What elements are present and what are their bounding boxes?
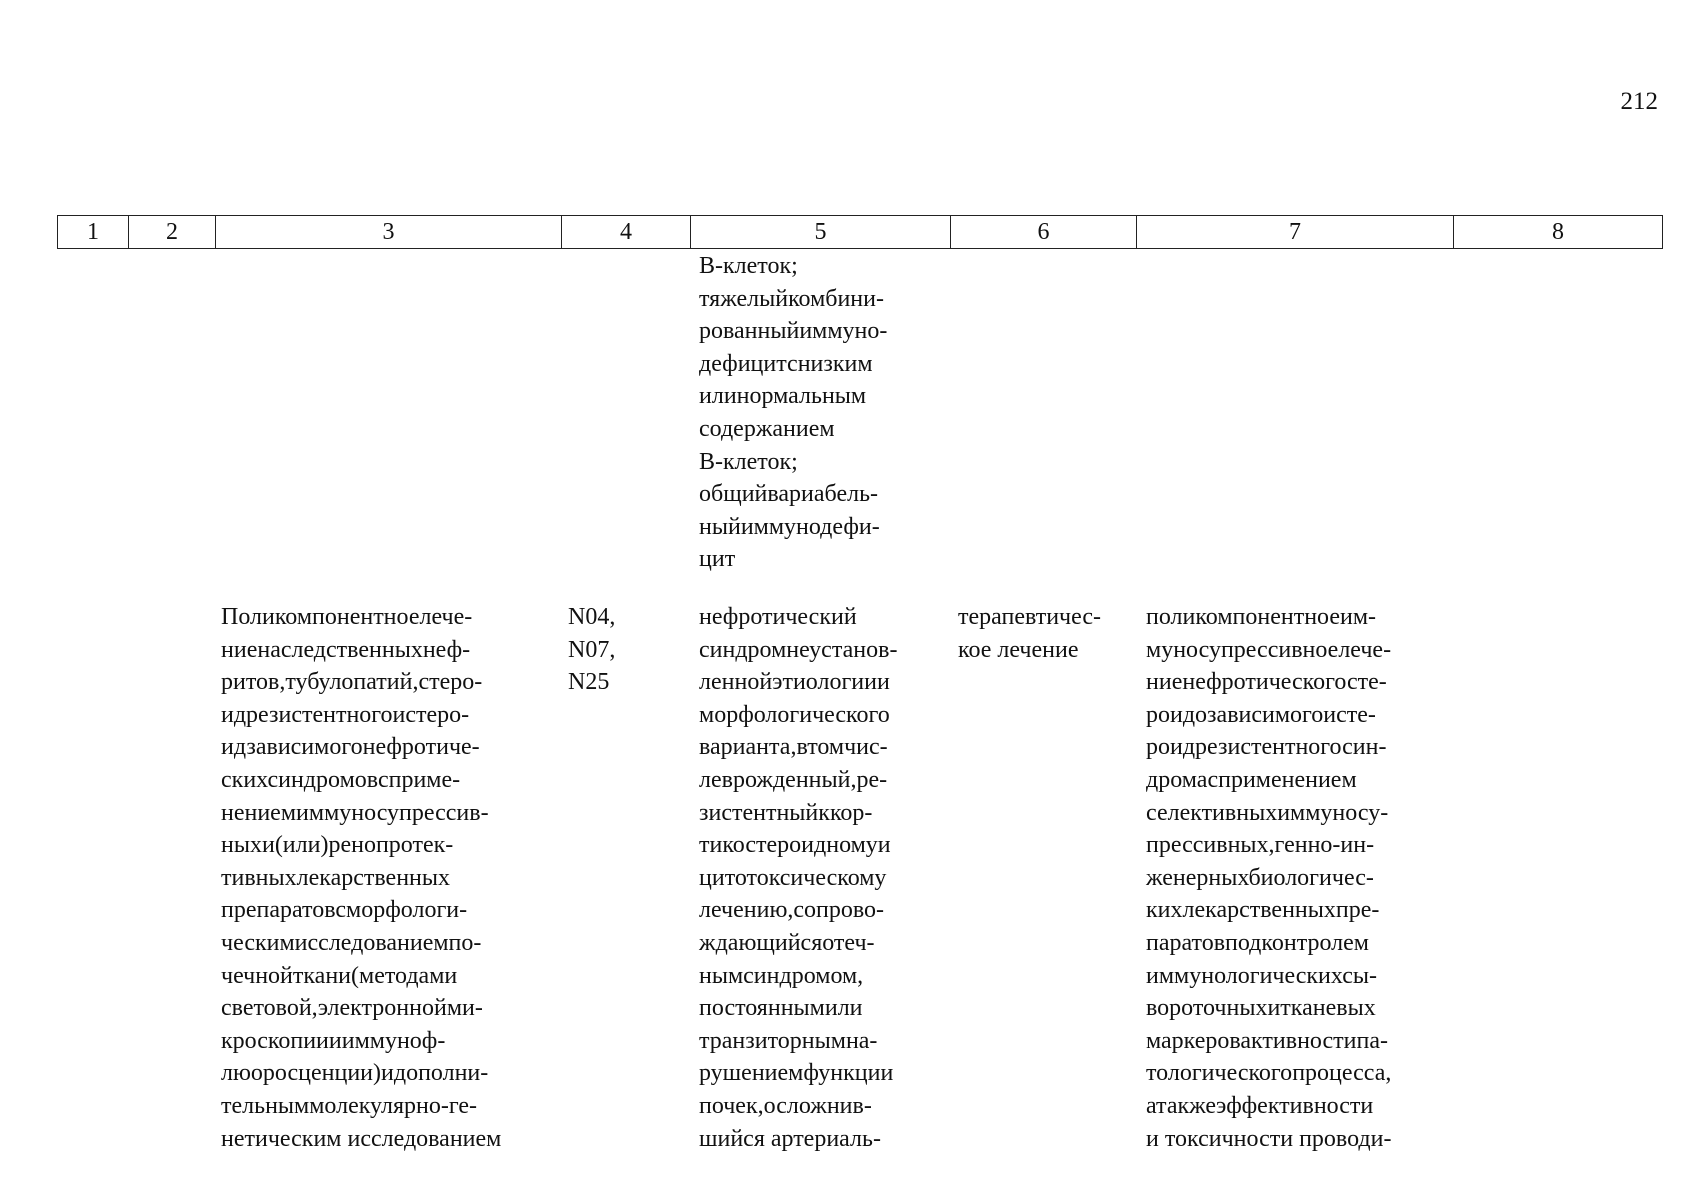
text-line: В-клеток; bbox=[699, 253, 798, 279]
text-line: лечению,сопрово- bbox=[699, 897, 885, 924]
text-line: нымсиндромом, bbox=[699, 962, 864, 989]
text-line: селективныхиммуносу- bbox=[1146, 799, 1389, 826]
column-number-6: 6 bbox=[951, 216, 1137, 249]
text-line: прессивных,генно-ин- bbox=[1146, 832, 1375, 859]
text-line: чечнойткани(методами bbox=[221, 962, 458, 989]
text-line: зистентныйккор- bbox=[699, 799, 873, 826]
row-column-6-treatment-type bbox=[958, 601, 1138, 666]
text-line: цит bbox=[699, 546, 736, 573]
text-line: поликомпонентноеим- bbox=[1146, 604, 1377, 630]
text-line: ныхи(или)ренопротек- bbox=[221, 832, 454, 859]
text-line: леннойэтиологиии bbox=[699, 669, 890, 696]
text-line: вороточныхитканевых bbox=[1146, 995, 1376, 1022]
text-line: кое лечение bbox=[958, 636, 1079, 663]
text-line: содержанием bbox=[699, 415, 835, 442]
text-line: варианта,втомчис- bbox=[699, 734, 888, 761]
text-line: тельныммолекулярно-ге- bbox=[221, 1092, 478, 1119]
text-line: атакжеэффективности bbox=[1146, 1092, 1374, 1119]
text-line: ныйиммунодефи- bbox=[699, 513, 880, 540]
column-number-8: 8 bbox=[1454, 216, 1663, 249]
text-line: нениемиммуносупрессив- bbox=[221, 799, 489, 826]
text-line: дромасприменением bbox=[1146, 766, 1357, 793]
text-line: морфологического bbox=[699, 701, 890, 728]
text-line: В-клеток; bbox=[699, 448, 798, 475]
text-line: цитотоксическому bbox=[699, 864, 887, 891]
text-line: ждающийсяотеч- bbox=[699, 929, 875, 956]
text-line: ческимисследованиемпо- bbox=[221, 929, 482, 956]
text-line: синдромнеустанов- bbox=[699, 636, 898, 663]
text-line: нетическим исследованием bbox=[221, 1125, 502, 1152]
column-number-5: 5 bbox=[691, 216, 951, 249]
text-line: рушениемфункции bbox=[699, 1060, 894, 1087]
column-number-1: 1 bbox=[58, 216, 129, 249]
column-number-4: 4 bbox=[562, 216, 691, 249]
text-line: N07, bbox=[568, 636, 616, 663]
row-column-7-method bbox=[1146, 601, 1454, 1155]
text-line: кихлекарственныхпре- bbox=[1146, 897, 1380, 924]
text-line: женерныхбиологичес- bbox=[1146, 864, 1374, 891]
text-line: тологическогопроцесса, bbox=[1146, 1060, 1392, 1087]
row-column-5-model bbox=[699, 601, 947, 1155]
text-line: тивныхлекарственных bbox=[221, 864, 451, 891]
row-column-3-description bbox=[221, 601, 559, 1155]
text-line: рованныйиммуно- bbox=[699, 318, 888, 345]
text-line: шийся артериаль- bbox=[699, 1125, 881, 1152]
row-column-4-codes bbox=[568, 601, 638, 699]
text-line: N25 bbox=[568, 669, 610, 696]
text-line: и токсичности проводи- bbox=[1146, 1125, 1392, 1152]
table-header-row bbox=[57, 215, 1663, 249]
text-line: световой,электроннойми- bbox=[221, 995, 483, 1022]
text-line: идрезистентногоистеро- bbox=[221, 701, 470, 728]
text-line: тяжелыйкомбини- bbox=[699, 285, 884, 312]
text-line: муносупрессивноелече- bbox=[1146, 636, 1392, 663]
text-line: люоросценции)идополни- bbox=[221, 1060, 489, 1087]
text-line: почек,осложнив- bbox=[699, 1092, 872, 1119]
text-line: тикостероидномуи bbox=[699, 832, 891, 859]
text-line: паратовподконтролем bbox=[1146, 929, 1369, 956]
column-number-2: 2 bbox=[129, 216, 216, 249]
column-number-3: 3 bbox=[216, 216, 562, 249]
text-line: леврожденный,ре- bbox=[699, 766, 888, 793]
continuation-column-5 bbox=[699, 250, 947, 576]
text-line: ниенефротическогосте- bbox=[1146, 669, 1387, 696]
text-line: илинормальным bbox=[699, 383, 867, 410]
text-line: общийвариабель- bbox=[699, 481, 879, 508]
text-line: препаратовсморфологи- bbox=[221, 897, 468, 924]
text-line: Поликомпонентноелече- bbox=[221, 604, 473, 630]
text-line: идзависимогонефротиче- bbox=[221, 734, 480, 761]
text-line: скихсиндромовсприме- bbox=[221, 766, 461, 793]
text-line: нефротический bbox=[699, 604, 857, 630]
text-line: терапевтичес- bbox=[958, 604, 1102, 630]
text-line: ритов,тубулопатий,стеро- bbox=[221, 669, 483, 696]
text-line: иммунологическихсы- bbox=[1146, 962, 1377, 989]
text-line: постояннымили bbox=[699, 995, 863, 1022]
text-line: кроскопииииммуноф- bbox=[221, 1027, 446, 1054]
text-line: дефицитснизким bbox=[699, 350, 873, 377]
text-line: ниенаследственныхнеф- bbox=[221, 636, 471, 663]
text-line: транзиторнымна- bbox=[699, 1027, 878, 1054]
text-line: N04, bbox=[568, 604, 616, 630]
column-number-7: 7 bbox=[1137, 216, 1454, 249]
text-line: маркеровактивностипа- bbox=[1146, 1027, 1388, 1054]
text-line: роидрезистентногосин- bbox=[1146, 734, 1387, 761]
text-line: роидозависимогоисте- bbox=[1146, 701, 1376, 728]
page-number: 212 bbox=[1620, 88, 1658, 115]
